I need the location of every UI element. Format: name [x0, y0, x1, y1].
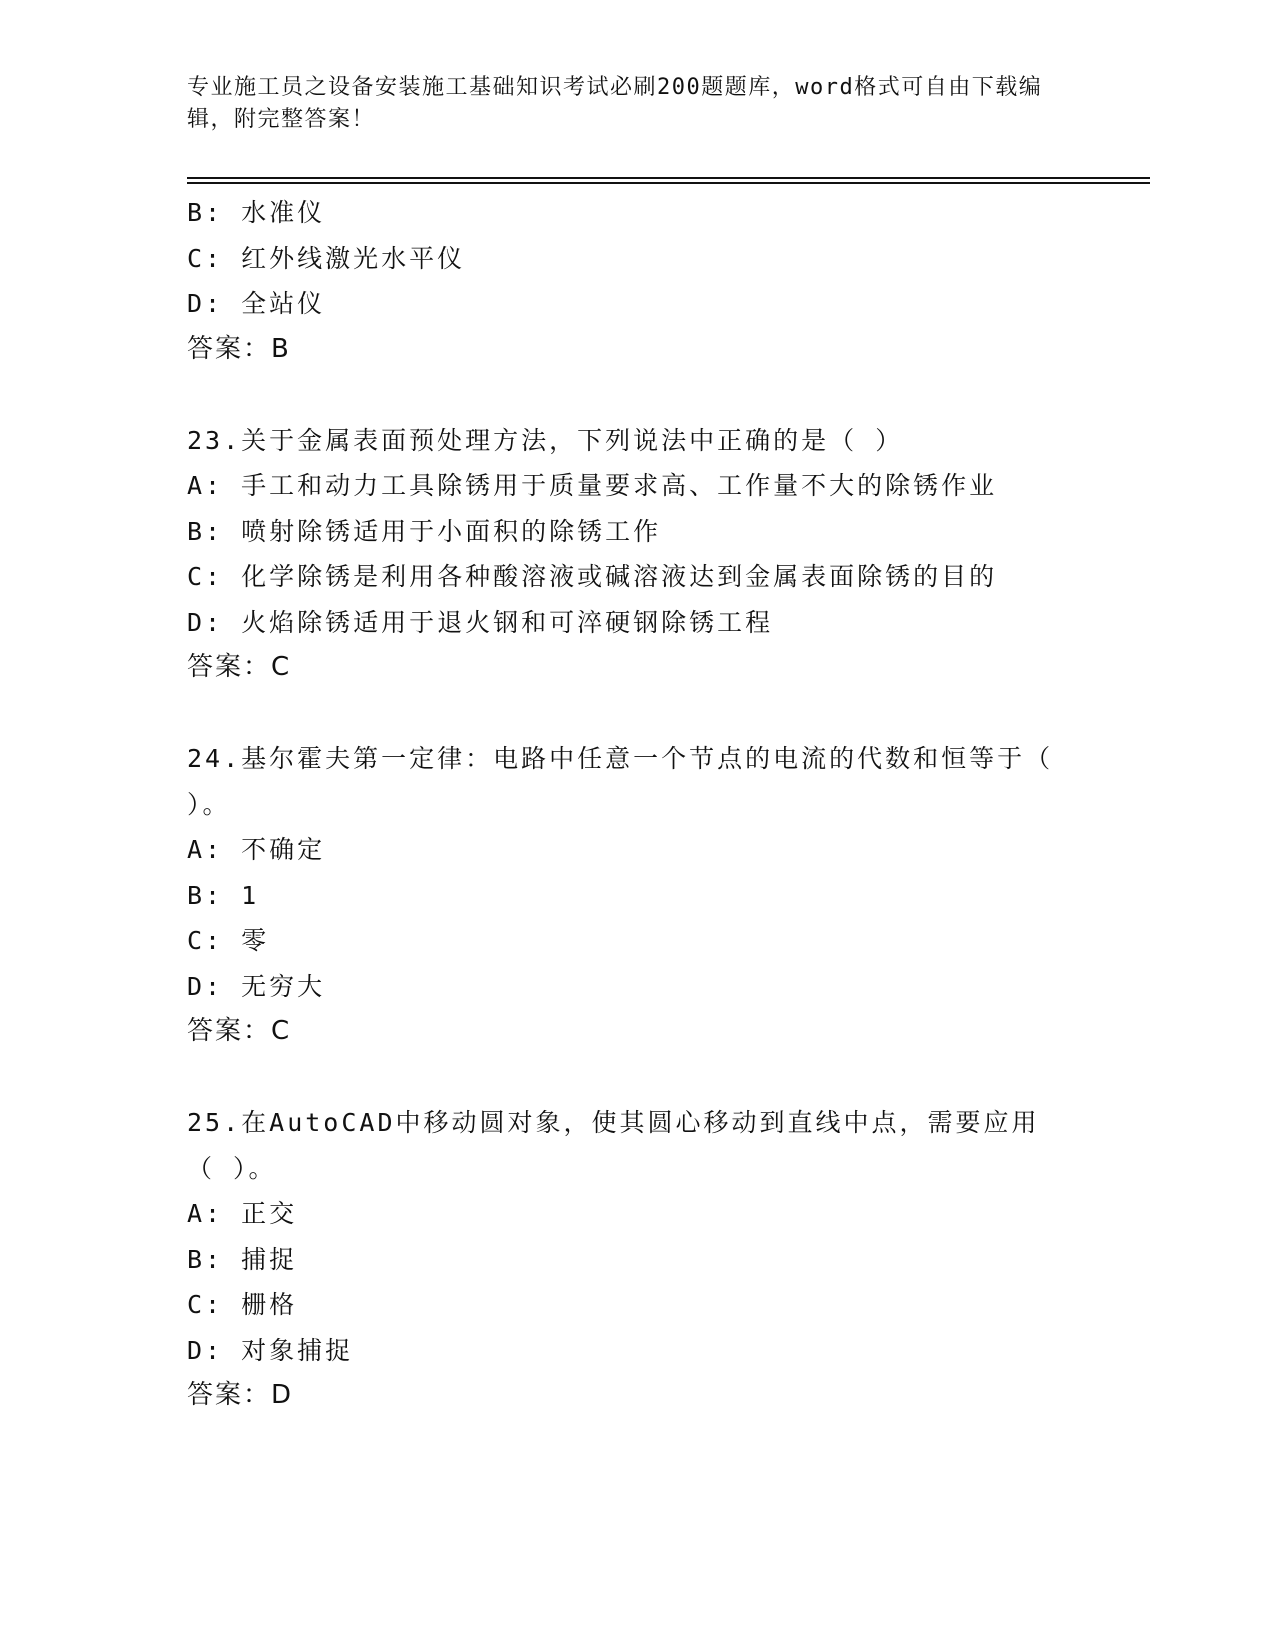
option-line: C: 化学除锈是利用各种酸溶液或碱溶液达到金属表面除锈的目的 — [187, 562, 998, 591]
answer-line: 答案：C — [187, 652, 292, 682]
option-line: B: 捕捉 — [187, 1244, 298, 1274]
option-line: B: 1 — [187, 880, 260, 910]
question-text: 23.关于金属表面预处理方法，下列说法中正确的是（ ） — [187, 425, 904, 455]
question-23 — [187, 418, 1087, 691]
question-25 — [187, 1100, 1087, 1419]
header-rule-top — [187, 177, 1150, 179]
question-list — [187, 190, 1087, 1419]
answer-line: 答案：D — [187, 1380, 294, 1410]
answer-line: 答案：B — [187, 333, 291, 364]
document-title: 专业施工员之设备安装施工基础知识考试必刷200题题库，word格式可自由下载编辑，附完整答案！ — [187, 75, 1043, 132]
question-text: 25.在AutoCAD中移动圆对象，使其圆心移动到直线中点，需要应用（ ）。 — [187, 1108, 1040, 1183]
option-line: B: 喷射除锈适用于小面积的除锈工作 — [187, 516, 662, 546]
option-line: A: 不确定 — [187, 835, 326, 864]
option-line: D: 全站仪 — [187, 289, 326, 318]
option-line: C: 红外线激光水平仪 — [187, 243, 466, 273]
header-rule-bottom — [187, 182, 1150, 184]
option-line: D: 火焰除锈适用于退火钢和可淬硬钢除锈工程 — [187, 607, 774, 637]
document-header — [187, 72, 1087, 136]
option-line: D: 对象捕捉 — [187, 1335, 354, 1365]
answer-line: 答案：C — [187, 1016, 292, 1046]
option-line: C: 栅格 — [187, 1290, 298, 1319]
question-text: 24.基尔霍夫第一定律：电路中任意一个节点的电流的代数和恒等于（ ）。 — [187, 744, 1054, 819]
option-line: A: 手工和动力工具除锈用于质量要求高、工作量不大的除锈作业 — [187, 471, 998, 500]
question-24 — [187, 736, 1087, 1055]
option-line: A: 正交 — [187, 1199, 298, 1228]
question-gap — [187, 691, 1087, 737]
question-gap — [187, 1055, 1087, 1101]
option-line: B: 水准仪 — [187, 198, 326, 227]
option-line: D: 无穷大 — [187, 971, 326, 1001]
continued-question — [187, 190, 1087, 372]
option-line: C: 零 — [187, 926, 270, 955]
question-gap — [187, 372, 1087, 418]
